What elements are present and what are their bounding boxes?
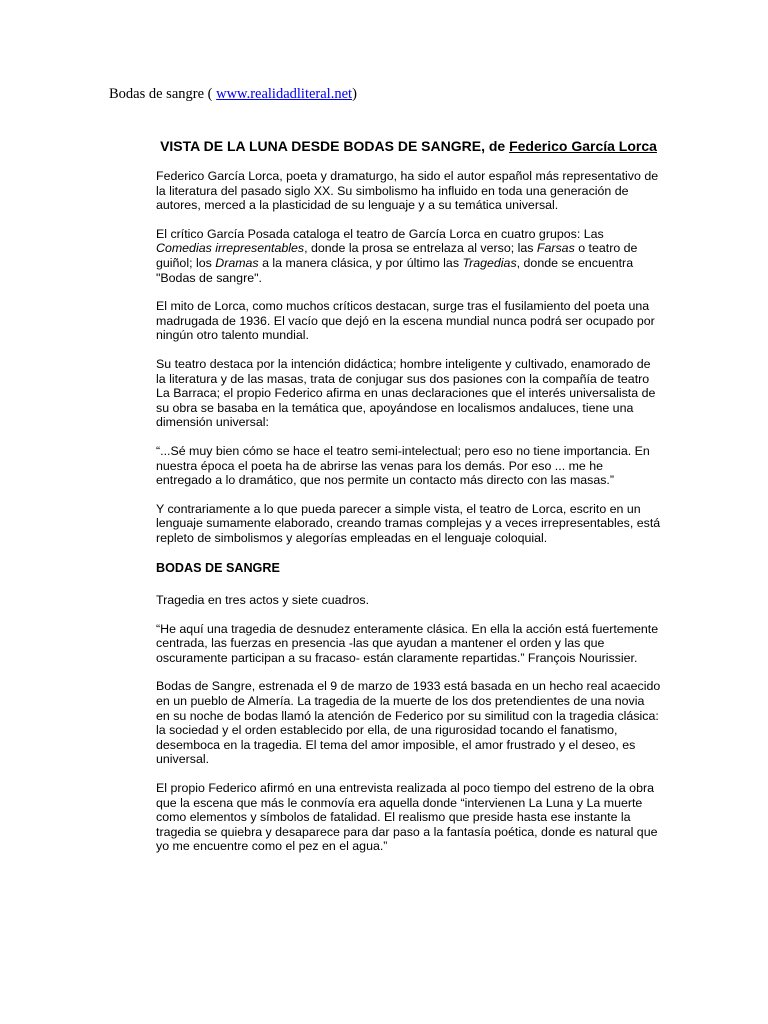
- paragraph-intro: Federico García Lorca, poeta y dramaturgo, ha sido el autor español más representativo de la literatura del pasado siglo XX. Su simbolismo ha influido en toda una generación de autores, merced a la plasticidad de su lenguaje y a su temática universal.: [156, 169, 659, 213]
- paragraph-myth: El mito de Lorca, como muchos críticos destacan, surge tras el fusilamiento del poeta una madrugada de 1936. El vacío que dejó en la escena mundial nunca podrá ser ocupado por ningún otro talento mundial.: [156, 299, 655, 343]
- italic-comedias: Comedias irrepresentables: [156, 241, 305, 256]
- paragraph-quote-nourissier: “He aquí una tragedia de desnudez enteramente clásica. En ella la acción está fuertemente centrada, las fuerzas en presencia -las que ayudan a mantener el orden y las que oscuramente participan a su fracaso- están claramente repartidas.” François Nourissier.: [156, 621, 659, 665]
- text-segment: o teatro de guiñol; los: [156, 241, 638, 270]
- paragraph-theatre: Su teatro destaca por la intención didáctica; hombre inteligente y cultivado, enamorado de la literatura y de las masas, trata de conjugar sus dos pasiones con la compañía de teatro La Barraca; el propio Federico afirma en unas declaraciones que el interés universalista de su obra se basaba en la temática que, apoyándose en localismos andaluces, tiene una dimensión universal:: [156, 356, 656, 430]
- text-segment: a la manera clásica, y por último las: [258, 255, 463, 270]
- paragraph-interview: El propio Federico afirmó en una entrevista realizada al poco tiempo del estreno de la obra que la escena que más le conmovía era aquella donde “intervienen La Luna y La muerte como elementos y símbolos de fatalidad. El realismo que preside hasta ese instante la tragedia se quiebra y desaparece para dar paso a la fantasía poética, donde es natural que yo me encuentre como el pez en el agua.”: [156, 781, 658, 854]
- italic-farsas: Farsas: [536, 241, 575, 256]
- document-title: [156, 138, 661, 155]
- paragraph-symbolism: Y contrariamente a lo que pueda parecer a simple vista, el teatro de Lorca, escrito en un lenguaje sumamente elaborado, creando tramas complejas y a veces irrepresentables, está repleto de simbolismos y alegorías empleadas en el lenguaje coloquial.: [156, 501, 661, 545]
- text-segment: El crítico García Posada cataloga el teatro de García Lorca en cuatro grupos: Las: [156, 226, 604, 241]
- italic-tragedias: Tragedias: [462, 255, 517, 270]
- document-body: [156, 138, 661, 868]
- title-author-link[interactable]: Federico García Lorca: [509, 138, 657, 154]
- paragraph-subtitle: Tragedia en tres actos y siete cuadros.: [156, 593, 370, 608]
- paragraph-classification: [156, 227, 661, 285]
- document-header: [109, 85, 357, 103]
- section-heading: BODAS DE SANGRE: [156, 561, 280, 576]
- title-main: VISTA DE LA LUNA DESDE BODAS DE SANGRE, de: [160, 138, 510, 154]
- italic-dramas: Dramas: [215, 255, 259, 270]
- header-prefix: Bodas de sangre (: [109, 86, 217, 102]
- website-link[interactable]: www.realidadliteral.net: [216, 86, 353, 102]
- text-segment: , donde se encuentra "Bodas de sangre".: [156, 255, 634, 285]
- paragraph-quote-lorca: “...Sé muy bien cómo se hace el teatro semi-intelectual; pero eso no tiene importancia. En nuestra época el poeta ha de abrirse las venas para los demás. Por eso ... me he entregado a lo dramático, que nos permite un contacto más directo con las masas.”: [156, 443, 650, 488]
- text-segment: , donde la prosa se entrelaza al verso; las: [304, 241, 537, 256]
- paragraph-premiere: Bodas de Sangre, estrenada el 9 de marzo de 1933 está basada en un hecho real acaecido en un pueblo de Almería. La tragedia de la muerte de los dos pretendientes de una novia en su noche de bodas llamó la atención de Federico por su similitud con la tragedia clásica: la sociedad y el orden establecido por ella, de una rigurosidad tocando el fanatismo, desemboca en la tragedia. El tema del amor imposible, el amor frustrado y el deseo, es universal.: [156, 679, 661, 767]
- header-suffix: ): [352, 86, 357, 102]
